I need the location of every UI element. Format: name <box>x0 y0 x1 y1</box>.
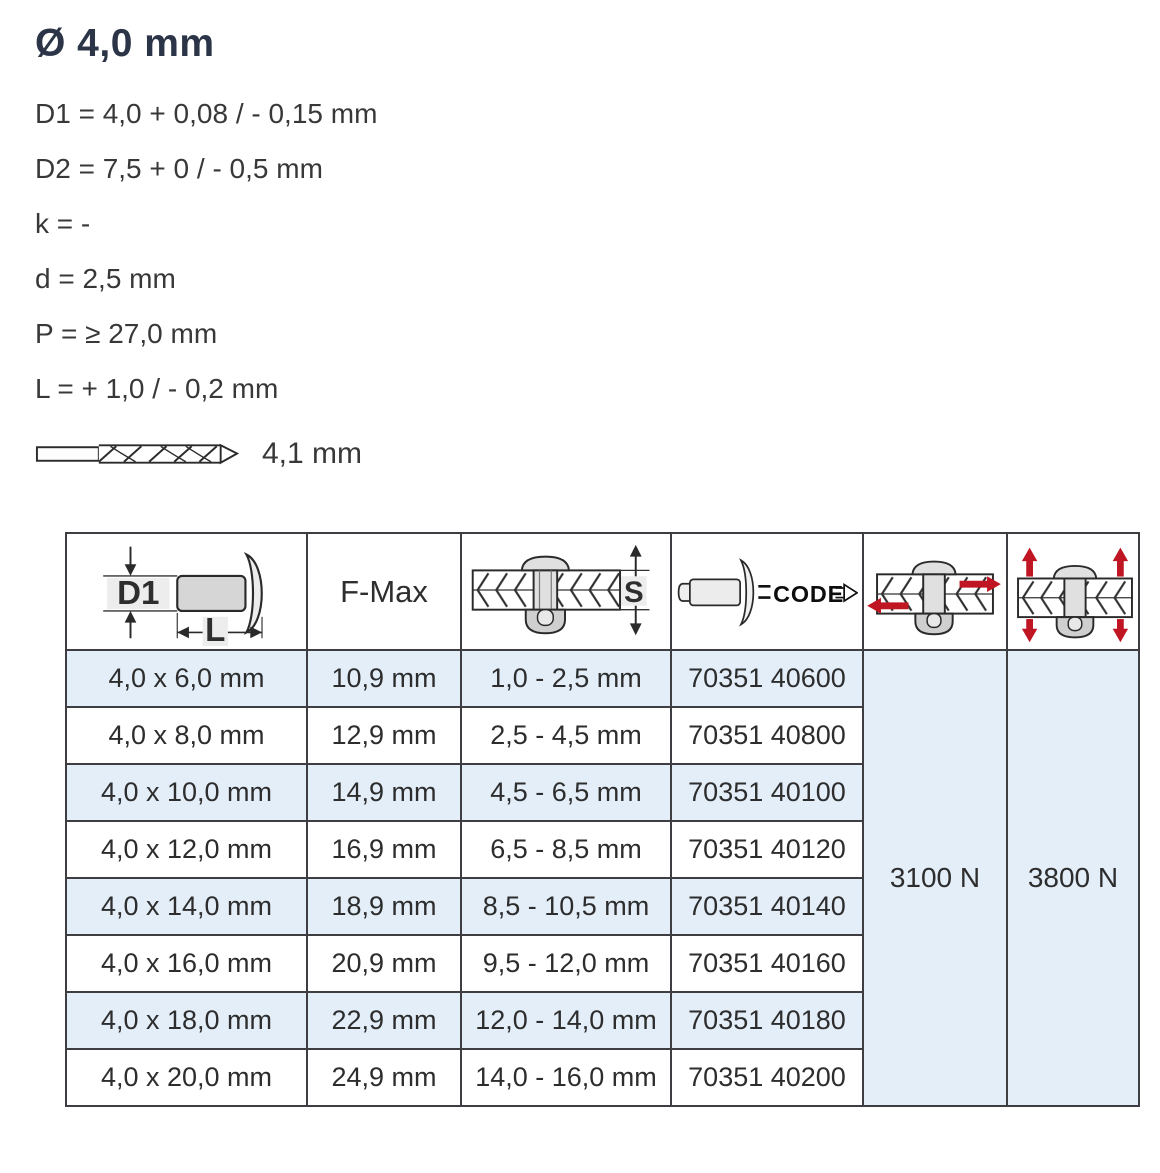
tensile-strength-icon <box>1008 536 1139 648</box>
code-label: CODE <box>773 580 845 607</box>
cell-code: 70351 40180 <box>671 992 863 1049</box>
cell-fmax: 12,9 mm <box>307 707 461 764</box>
cell-dimension: 4,0 x 8,0 mm <box>66 707 307 764</box>
shear-strength-icon <box>864 537 1006 647</box>
cell-dimension: 4,0 x 18,0 mm <box>66 992 307 1049</box>
spec-line-d: d = 2,5 mm <box>35 263 176 294</box>
table-header-row <box>66 533 1139 650</box>
rivet-dimension-diagram <box>71 535 303 648</box>
cell-code: 70351 40140 <box>671 878 863 935</box>
cell-grip-range: 6,5 - 8,5 mm <box>461 821 671 878</box>
fmax-label: F-Max <box>340 573 428 609</box>
cell-dimension: 4,0 x 6,0 mm <box>66 650 307 707</box>
cell-grip-range: 12,0 - 14,0 mm <box>461 992 671 1049</box>
header-fmax <box>307 533 461 650</box>
cell-fmax: 16,9 mm <box>307 821 461 878</box>
cell-grip-range: 4,5 - 6,5 mm <box>461 764 671 821</box>
cell-grip-range: 8,5 - 10,5 mm <box>461 878 671 935</box>
cell-dimension: 4,0 x 10,0 mm <box>66 764 307 821</box>
header-code <box>671 533 863 650</box>
cell-fmax: 20,9 mm <box>307 935 461 992</box>
cell-grip-range: 1,0 - 2,5 mm <box>461 650 671 707</box>
cell-dimension: 4,0 x 16,0 mm <box>66 935 307 992</box>
rivet-code-icon <box>676 548 858 635</box>
spec-line-k: k = - <box>35 208 91 239</box>
cell-fmax: 14,9 mm <box>307 764 461 821</box>
spec-line-l: L = + 1,0 / - 0,2 mm <box>35 373 279 404</box>
cell-dimension: 4,0 x 20,0 mm <box>66 1049 307 1106</box>
cell-fmax: 24,9 mm <box>307 1049 461 1106</box>
spec-line-d2: D2 = 7,5 + 0 / - 0,5 mm <box>35 153 323 184</box>
grip-s-label: S <box>623 575 644 609</box>
cell-fmax: 10,9 mm <box>307 650 461 707</box>
table-row <box>66 650 1139 707</box>
cell-fmax: 22,9 mm <box>307 992 461 1049</box>
cell-code: 70351 40120 <box>671 821 863 878</box>
page-title: Ø 4,0 mm <box>35 22 215 65</box>
spec-list <box>35 86 1160 416</box>
drill-bit-icon <box>35 436 240 472</box>
cell-dimension: 4,0 x 14,0 mm <box>66 878 307 935</box>
rivet-spec-table <box>65 532 1140 1107</box>
cell-dimension: 4,0 x 12,0 mm <box>66 821 307 878</box>
spec-line-d1: D1 = 4,0 + 0,08 / - 0,15 mm <box>35 98 378 129</box>
drill-size-label: 4,1 mm <box>262 437 363 470</box>
cell-fmax: 18,9 mm <box>307 878 461 935</box>
cell-grip-range: 9,5 - 12,0 mm <box>461 935 671 992</box>
cell-tensile-strength: 3800 N <box>1007 650 1139 1106</box>
d1-label: D1 <box>116 575 159 613</box>
grip-range-diagram <box>469 537 664 647</box>
cell-grip-range: 14,0 - 16,0 mm <box>461 1049 671 1106</box>
cell-code: 70351 40800 <box>671 707 863 764</box>
header-grip-range <box>461 533 671 650</box>
cell-code: 70351 40100 <box>671 764 863 821</box>
cell-code: 70351 40160 <box>671 935 863 992</box>
l-label: L <box>204 612 225 648</box>
drill-row <box>35 432 1160 476</box>
cell-shear-strength: 3100 N <box>863 650 1007 1106</box>
header-dimension <box>66 533 307 650</box>
header-tensile-strength <box>1007 533 1139 650</box>
spec-line-p: P = ≥ 27,0 mm <box>35 318 218 349</box>
cell-grip-range: 2,5 - 4,5 mm <box>461 707 671 764</box>
cell-code: 70351 40600 <box>671 650 863 707</box>
header-shear-strength <box>863 533 1007 650</box>
cell-code: 70351 40200 <box>671 1049 863 1106</box>
